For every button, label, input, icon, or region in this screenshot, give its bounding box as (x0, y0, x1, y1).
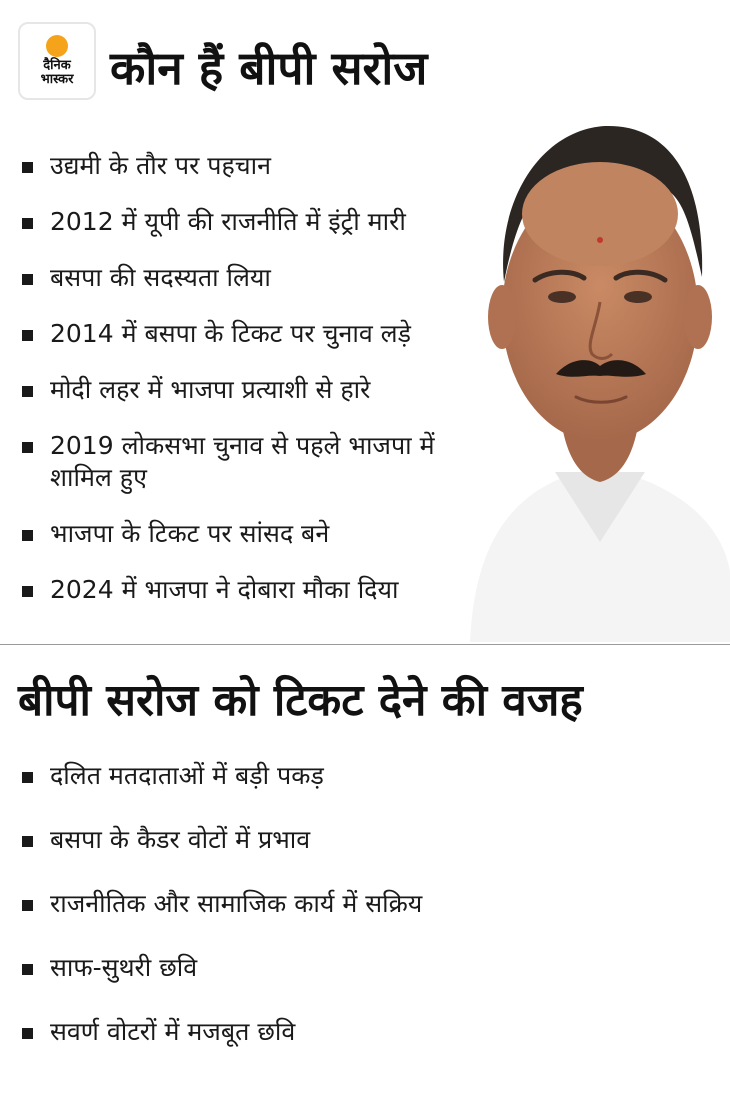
reasons-list (18, 760, 718, 1048)
dainik-bhaskar-logo (18, 22, 96, 100)
list-item (18, 430, 468, 494)
list-item (18, 518, 468, 550)
list-item-text: राजनीतिक और सामाजिक कार्य में सक्रिय (50, 889, 423, 918)
list-item-text: भाजपा के टिकट पर सांसद बने (50, 519, 330, 548)
list-item-text: 2019 लोकसभा चुनाव से पहले भाजपा में शामिल हुए (50, 431, 435, 492)
list-item-text: 2012 में यूपी की राजनीति में इंट्री मारी (50, 207, 406, 236)
profile-list (18, 150, 468, 606)
list-item-text: बसपा की सदस्यता लिया (50, 263, 271, 292)
list-item (18, 760, 718, 792)
portrait-illustration (460, 112, 730, 642)
list-item-text: उद्यमी के तौर पर पहचान (50, 151, 271, 180)
list-item-text: 2024 में भाजपा ने दोबारा मौका दिया (50, 575, 399, 604)
bullet-icon (22, 964, 33, 975)
bullet-icon (22, 900, 33, 911)
list-item (18, 374, 468, 406)
list-item-text: बसपा के कैडर वोटों में प्रभाव (50, 825, 311, 854)
list-item (18, 1016, 718, 1048)
list-item-text: मोदी लहर में भाजपा प्रत्याशी से हारे (50, 375, 371, 404)
section-title-ticket-reasons: बीपी सरोज को टिकट देने की वजह (18, 675, 583, 726)
logo-text-line1: दैनिक (43, 58, 71, 73)
list-item-text: सवर्ण वोटरों में मजबूत छवि (50, 1017, 296, 1046)
bullet-icon (22, 836, 33, 847)
bullet-icon (22, 386, 33, 397)
list-item (18, 150, 468, 182)
sun-icon (46, 35, 68, 57)
list-item-text: साफ-सुथरी छवि (50, 953, 198, 982)
list-item (18, 318, 468, 350)
list-item (18, 262, 468, 294)
list-item-text: 2014 में बसपा के टिकट पर चुनाव लड़े (50, 319, 412, 348)
bullet-icon (22, 442, 33, 453)
bullet-icon (22, 218, 33, 229)
bullet-icon (22, 162, 33, 173)
section-divider (0, 644, 730, 645)
list-item (18, 888, 718, 920)
list-item (18, 574, 468, 606)
bullet-icon (22, 274, 33, 285)
bullet-icon (22, 1028, 33, 1039)
logo-text-line2: भास्कर (40, 72, 74, 87)
bullet-icon (22, 330, 33, 341)
bullet-icon (22, 772, 33, 783)
section-title-who-is: कौन हैं बीपी सरोज (110, 41, 428, 95)
bullet-icon (22, 586, 33, 597)
bullet-icon (22, 530, 33, 541)
list-item (18, 952, 718, 984)
list-item-text: दलित मतदाताओं में बड़ी पकड़ (50, 761, 324, 790)
portrait-photo (460, 112, 730, 642)
list-item (18, 824, 718, 856)
list-item (18, 206, 468, 238)
